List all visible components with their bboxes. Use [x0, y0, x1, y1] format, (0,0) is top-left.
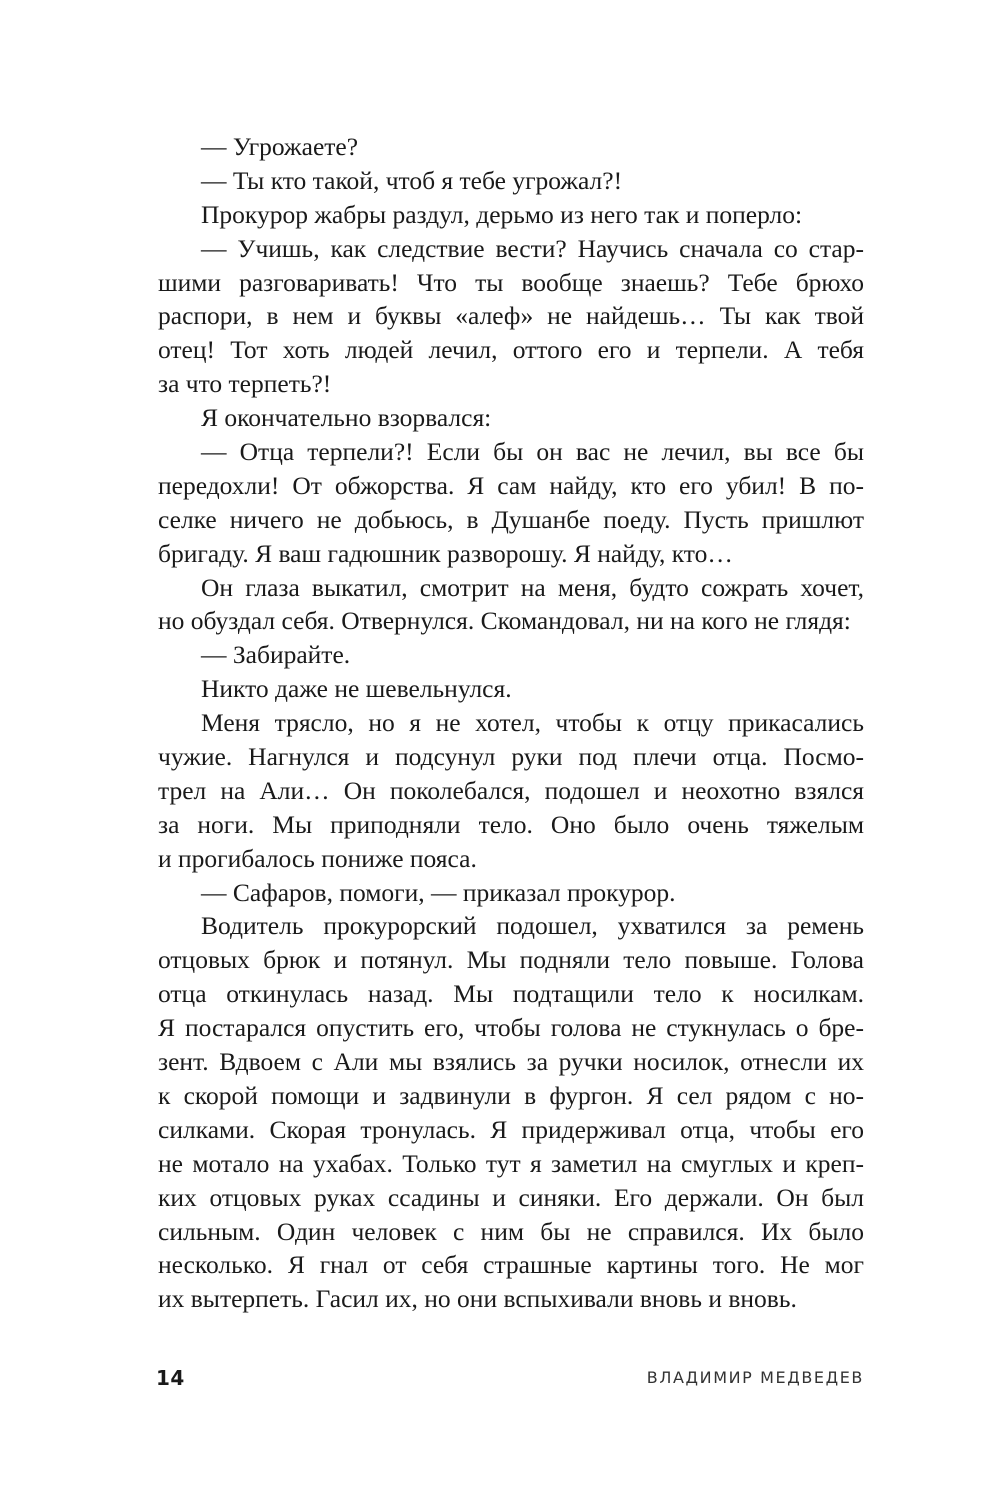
- text-line: за что терпеть?!: [158, 369, 332, 399]
- text-line: Я постарался опустить его, чтобы голова не стукнулась о бре-: [158, 1013, 864, 1043]
- page-number: 14: [156, 1366, 185, 1390]
- text-line: сильным. Один человек с ним бы не справился. Их было: [158, 1216, 864, 1246]
- text-line: Водитель прокурорский подошел, ухватился за ремень: [201, 911, 864, 941]
- text-line: зент. Вдвоем с Али мы взялись за ручки носилок, отнесли их: [158, 1047, 864, 1077]
- text-line: Никто даже не шевельнулся.: [201, 674, 512, 704]
- text-line: чужие. Нагнулся и подсунул руки под плечи отца. Посмо-: [158, 742, 864, 772]
- text-line: — Отца терпели?! Если бы он вас не лечил, вы все бы: [201, 437, 864, 467]
- text-line: селке ничего не добьюсь, в Душанбе поеду. Пусть пришлют: [158, 504, 864, 534]
- text-line: бригаду. Я ваш гадюшник разворошу. Я найду, кто…: [158, 538, 733, 568]
- text-line: — Забирайте.: [201, 640, 351, 670]
- text-line: — Угрожаете?: [201, 132, 359, 161]
- text-line: но обуздал себя. Отвернулся. Скомандовал, ни на кого не глядя:: [158, 606, 851, 636]
- text-line: трел на Али… Он поколебался, подошел и неохотно взялся: [158, 775, 864, 805]
- text-line: — Сафаров, помоги, — приказал прокурор.: [201, 877, 676, 907]
- text-line: отца откинулась назад. Мы подтащили тело к носилкам.: [158, 979, 864, 1009]
- text-line: силками. Скорая тронулась. Я придерживал отца, чтобы его: [158, 1114, 864, 1144]
- text-line: Прокурор жабры раздул, дерьмо из него так и поперло:: [201, 199, 803, 229]
- text-line: — Ты кто такой, чтоб я тебе угрожал?!: [201, 165, 623, 195]
- text-line: к скорой помощи и задвинули в фургон. Я сел рядом с но-: [158, 1080, 864, 1110]
- text-line: ких отцовых руках ссадины и синяки. Его держали. Он был: [158, 1182, 864, 1212]
- text-line: и прогибалось пониже пояса.: [158, 843, 477, 873]
- text-line: — Учишь, как следствие вести? Научись сначала со стар-: [201, 233, 864, 263]
- text-line: не мотало на ухабах. Только тут я заметил на смуглых и креп-: [158, 1148, 864, 1178]
- running-footer-author: ВЛАДИМИР МЕДВЕДЕВ: [646, 1368, 864, 1387]
- text-line: шими разговаривать! Что ты вообще знаешь? Тебе брюхо: [158, 267, 864, 297]
- text-line: отцовых брюк и потянул. Мы подняли тело повыше. Голова: [158, 945, 864, 975]
- text-line: Меня трясло, но я не хотел, чтобы к отцу прикасались: [201, 708, 864, 738]
- text-line: передохли! От обжорства. Я сам найду, кто его убил! В по-: [158, 470, 864, 500]
- text-line: Он глаза выкатил, смотрит на меня, будто сожрать хочет,: [201, 572, 864, 602]
- text-line: Я окончательно взорвался:: [201, 403, 492, 433]
- text-line: несколько. Я гнал от себя страшные картины того. Не мог: [158, 1250, 864, 1280]
- text-line: их вытерпеть. Гасил их, но они вспыхивали вновь и вновь.: [158, 1284, 797, 1314]
- body-text: [158, 130, 864, 1316]
- text-line: распори, в нем и буквы «алеф» не найдешь… Ты как твой: [158, 301, 864, 331]
- text-line: за ноги. Мы приподняли тело. Оно было очень тяжелым: [158, 809, 864, 839]
- text-line: отец! Тот хоть людей лечил, оттого его и терпели. А тебя: [158, 335, 864, 365]
